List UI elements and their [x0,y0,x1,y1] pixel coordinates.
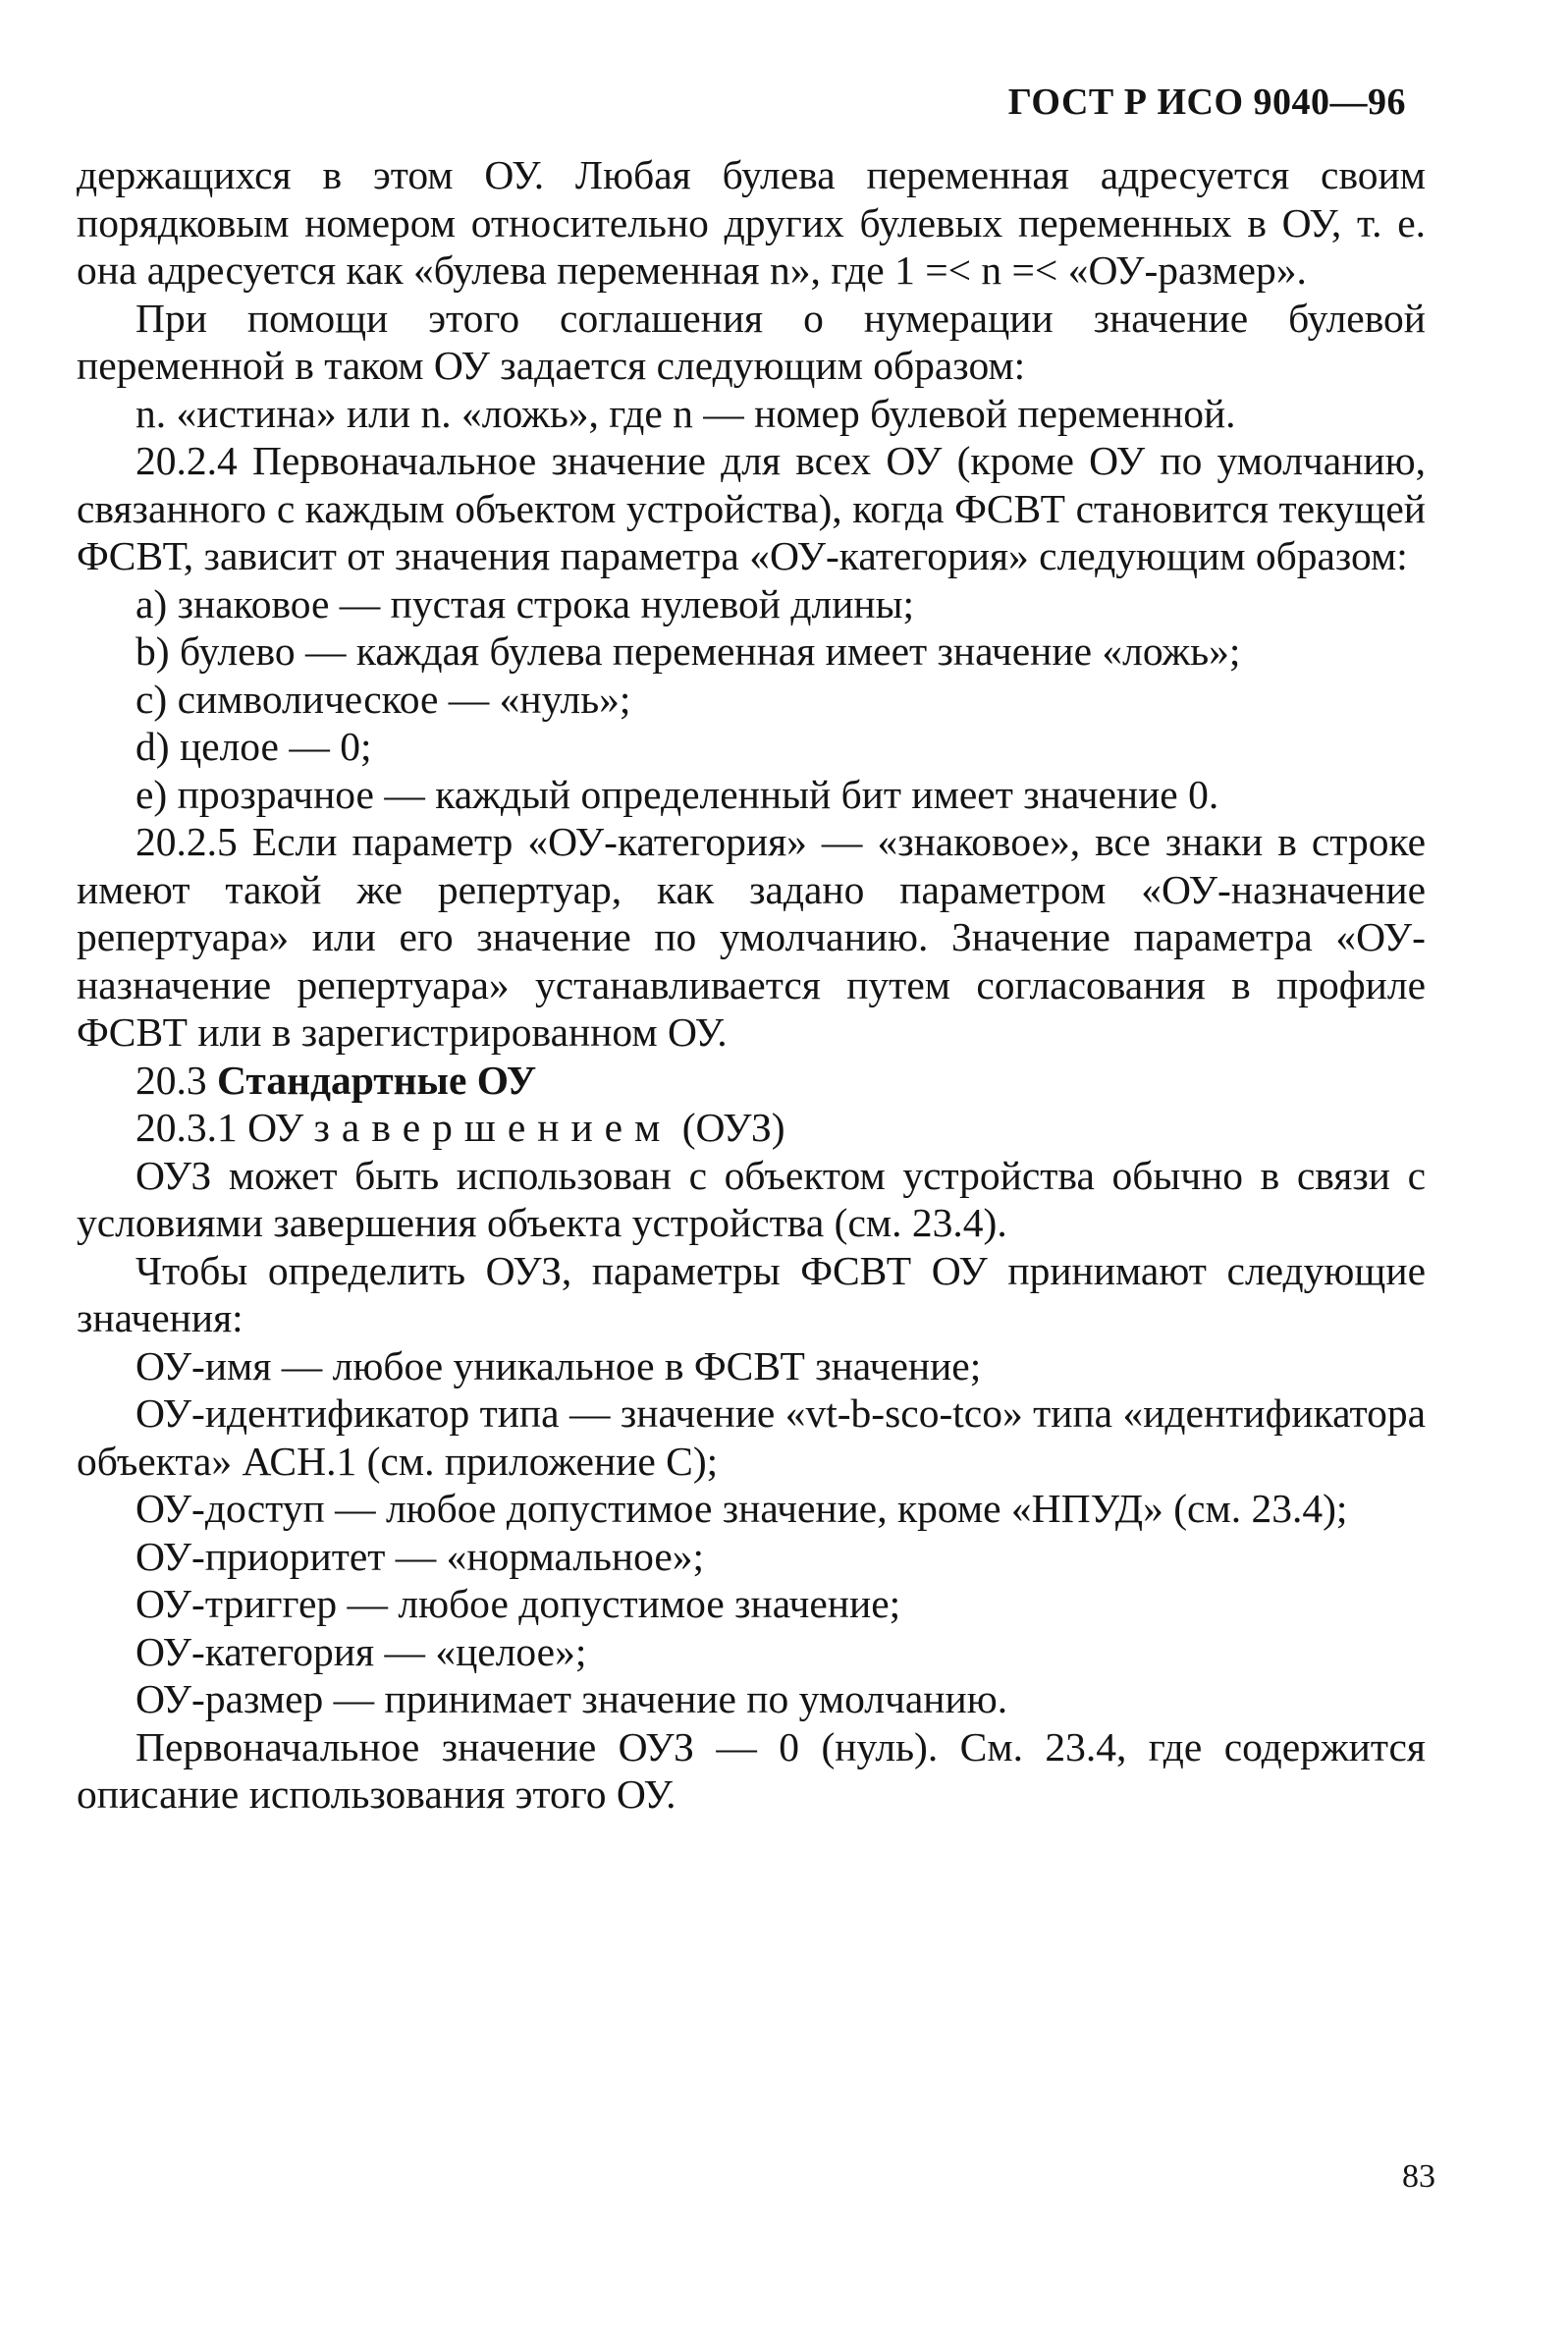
parameter-name: ОУ-имя — любое уникальное в ФСВТ значение; [135,1342,982,1388]
paragraph-ouz-parameters: Чтобы определить ОУЗ, параметры ФСВТ ОУ принимают следующие значения: [77,1247,1426,1340]
paragraph-continuation: держащихся в этом ОУ. Любая булева переменная адресуется своим порядковым номером относительно других булевых переменных в ОУ, т. е. она адресуется как «булева переменная n», где 1 =< n =< «ОУ-размер». [77,152,1426,293]
list-item-a: a) знаковое — пустая строка нулевой длины; [135,580,915,626]
paragraph-initial-value: Первоначальное значение ОУЗ — 0 (нуль). См. 23.4, где содержится описание использования этого ОУ. [77,1723,1426,1817]
parameter-size: ОУ-размер — принимает значение по умолчанию. [135,1676,1008,1721]
paragraph-numbering-convention: При помощи этого соглашения о нумерации значение булевой переменной в таком ОУ задается следующим образом: [77,295,1426,388]
subsection-abbreviation: (ОУЗ) [681,1105,785,1150]
list-item-d: d) целое — 0; [135,724,372,769]
parameter-category: ОУ-категория — «целое»; [135,1628,587,1674]
running-header: ГОСТ Р ИСО 9040—96 [1007,82,1406,123]
clause-20-2-4: 20.2.4 Первоначальное значение для всех ОУ (кроме ОУ по умолчанию, связанного с каждым объектом устройства), когда ФСВТ становится текущей ФСВТ, зависит от значения параметра «ОУ-категория» следующим образом: [77,438,1426,578]
list-item-b: b) булево — каждая булева переменная имеет значение «ложь»; [135,628,1241,674]
section-title: Стандартные ОУ [217,1057,537,1103]
section-heading-20-3 [77,1057,1426,1105]
paragraph-boolean-syntax: n. «истина» или n. «ложь», где n — номер булевой переменной. [135,390,1236,436]
section-number: 20.3 [135,1057,207,1103]
parameter-access: ОУ-доступ — любое допустимое значение, кроме «НПУД» (см. 23.4); [135,1486,1348,1531]
paragraph-ouz-usage: ОУЗ может быть использован с объектом устройства обычно в связи с условиями завершения объекта устройства (см. 23.4). [77,1152,1426,1245]
subsection-number: 20.3.1 ОУ [135,1105,304,1150]
subsection-spaced-term: завершением [313,1105,673,1150]
subsection-heading-20-3-1 [77,1104,1426,1152]
clause-20-2-5: 20.2.5 Если параметр «ОУ-категория» — «знаковое», все знаки в строке имеют такой же репертуар, как задано параметром «ОУ-назначение репертуара» или его значение по умолчанию. Значение параметра «ОУ-назначение репертуара» устанавливается путем согласования в профиле ФСВТ или в зарегистрированном ОУ. [77,819,1426,1055]
page-body [77,151,1426,1819]
list-item-e: e) прозрачное — каждый определенный бит имеет значение 0. [135,771,1219,817]
parameter-priority: ОУ-приоритет — «нормальное»; [135,1533,705,1579]
parameter-type-identifier: ОУ-идентификатор типа — значение «vt-b-sco-tco» типа «идентификатора объекта» АСН.1 (см. приложение С); [77,1390,1426,1484]
parameter-trigger: ОУ-триггер — любое допустимое значение; [135,1581,901,1626]
page-number: 83 [1402,2158,1435,2195]
list-item-c: c) символическое — «нуль»; [135,676,631,722]
